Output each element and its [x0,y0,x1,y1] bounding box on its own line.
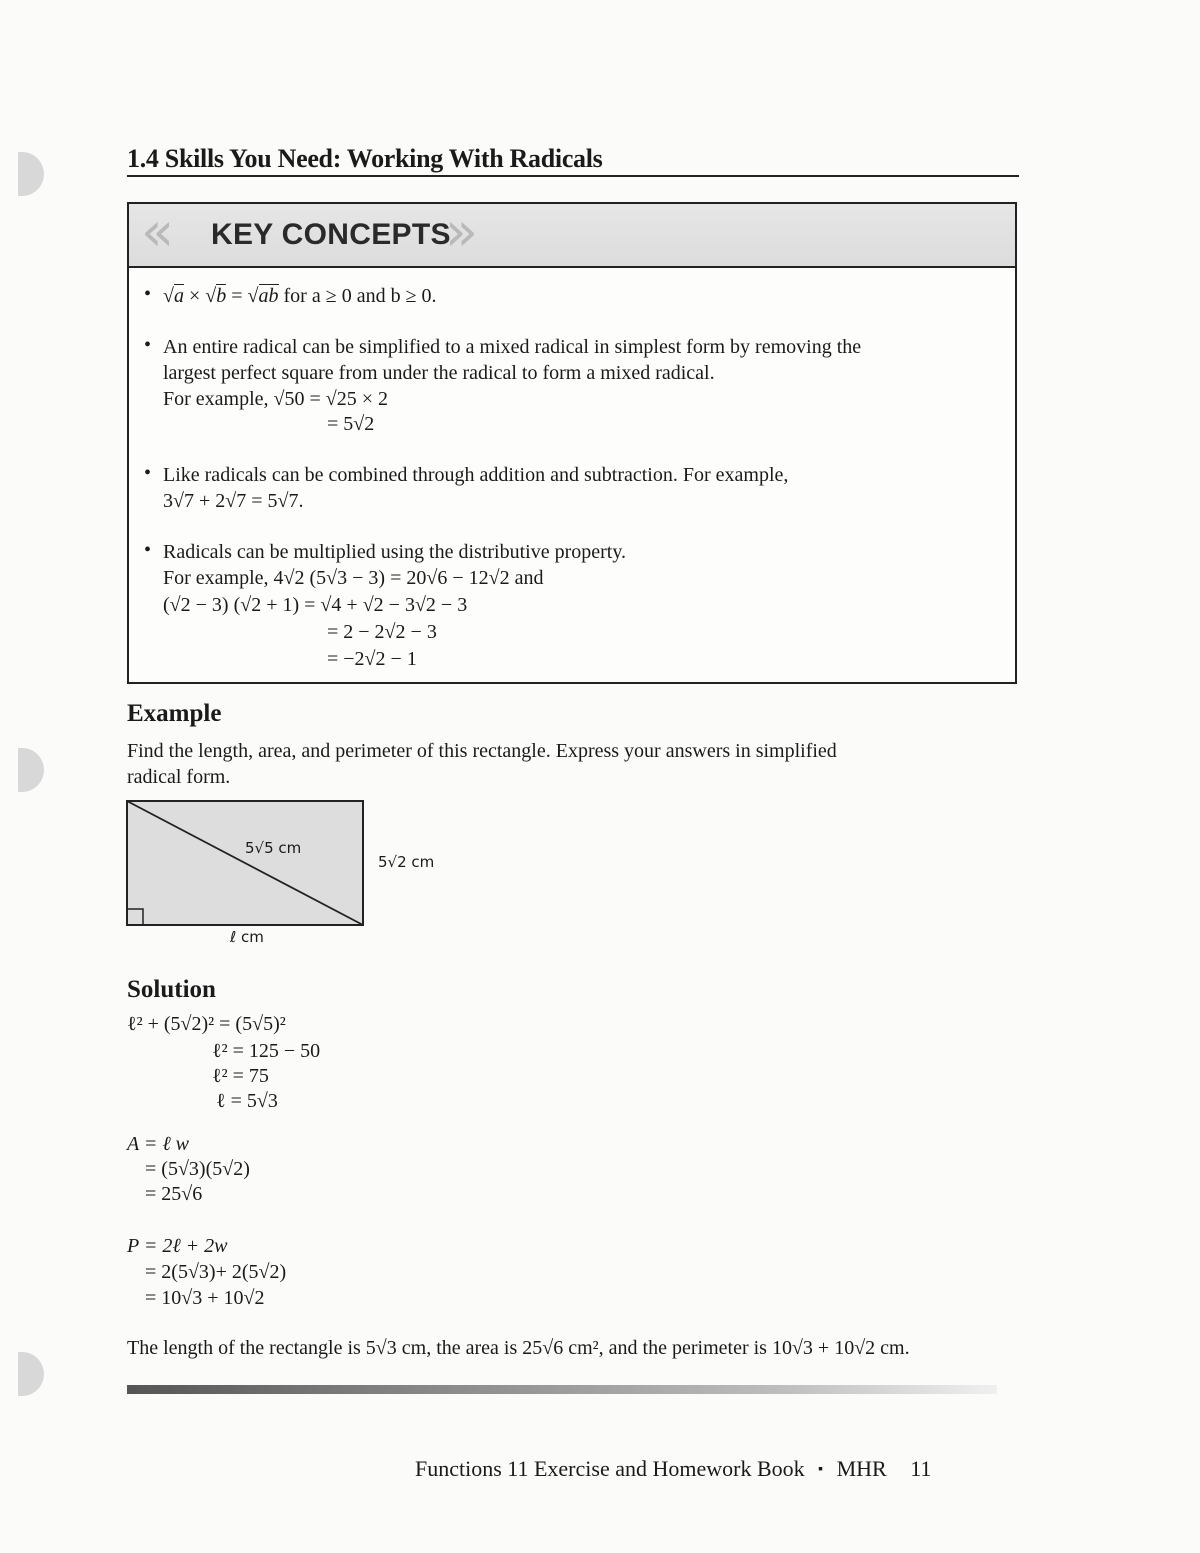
concept-simplify-l2: largest perfect square from under the radical to form a mixed radical. [163,362,715,384]
bullet-icon: • [144,334,152,356]
bullet-icon: • [144,539,152,561]
example-heading: Example [127,700,222,727]
perimeter-formula: P = 2ℓ + 2w [127,1235,228,1257]
diagonal-label: 5√5 cm [245,839,302,857]
bullet-icon: • [144,283,152,305]
solution-step-4: ℓ = 5√3 [216,1090,278,1112]
concept-simplify-l1: An entire radical can be simplified to a mixed radical in simplest form by removing the [163,336,862,358]
area-step-2: = (5√3)(5√2) [145,1158,250,1180]
solution-conclusion: The length of the rectangle is 5√3 cm, the area is 25√6 cm², and the perimeter is 10√3 + 10√2 cm. [127,1337,910,1359]
area-formula: A = ℓ w [127,1133,190,1155]
example-text-l2: radical form. [127,766,231,788]
section-end-rule [127,1385,997,1394]
solution-pythagoras: ℓ² + (5√2)² = (5√5)² [127,1013,286,1035]
concept-distributive-l5: = −2√2 − 1 [327,648,417,670]
double-chevron-left-icon: « [141,200,175,263]
footer-book-title: Functions 11 Exercise and Homework Book [415,1456,805,1481]
solution-heading: Solution [127,976,216,1003]
key-concepts-heading: KEY CONCEPTS [211,218,451,251]
perimeter-step-3: = 10√3 + 10√2 [145,1287,265,1309]
section-title: 1.4 Skills You Need: Working With Radicals [127,144,603,173]
width-label: 5√2 cm [378,853,435,871]
concept-distributive-l3: (√2 − 3) (√2 + 1) = √4 + √2 − 3√2 − 3 [163,594,468,616]
binder-tab-marker [18,152,44,196]
concept-like-radicals-l1: Like radicals can be combined through addition and subtraction. For example, [163,464,789,486]
concept-simplify-l4: = 5√2 [327,413,375,435]
rectangle-diagram [126,800,366,928]
bullet-icon: • [144,462,152,484]
concept-product-rule: √a × √b = √ab for a ≥ 0 and b ≥ 0. [163,285,437,307]
perimeter-step-2: = 2(5√3)+ 2(5√2) [145,1261,287,1283]
concept-simplify-l3: For example, √50 = √25 × 2 [163,388,389,410]
solution-step-3: ℓ² = 75 [212,1065,269,1087]
page-number: 11 [910,1456,932,1481]
concept-like-radicals-l2: 3√7 + 2√7 = 5√7. [163,490,304,512]
concept-distributive-l1: Radicals can be multiplied using the distributive property. [163,541,627,563]
area-step-3: = 25√6 [145,1183,203,1205]
footer-separator: ▪ [818,1462,824,1477]
solution-step-2: ℓ² = 125 − 50 [212,1040,321,1062]
length-label: ℓ cm [230,928,264,946]
example-text-l1: Find the length, area, and perimeter of this rectangle. Express your answers in simplified [127,740,837,762]
binder-tab-marker [18,1352,44,1396]
concept-distributive-l4: = 2 − 2√2 − 3 [327,621,437,643]
concept-distributive-l2: For example, 4√2 (5√3 − 3) = 20√6 − 12√2 and [163,567,544,589]
footer [415,1456,931,1482]
binder-tab-marker [18,748,44,792]
footer-publisher: MHR [836,1456,887,1481]
double-chevron-right-icon: » [445,200,479,263]
title-rule [127,175,1019,177]
key-concepts-band [129,200,1015,268]
